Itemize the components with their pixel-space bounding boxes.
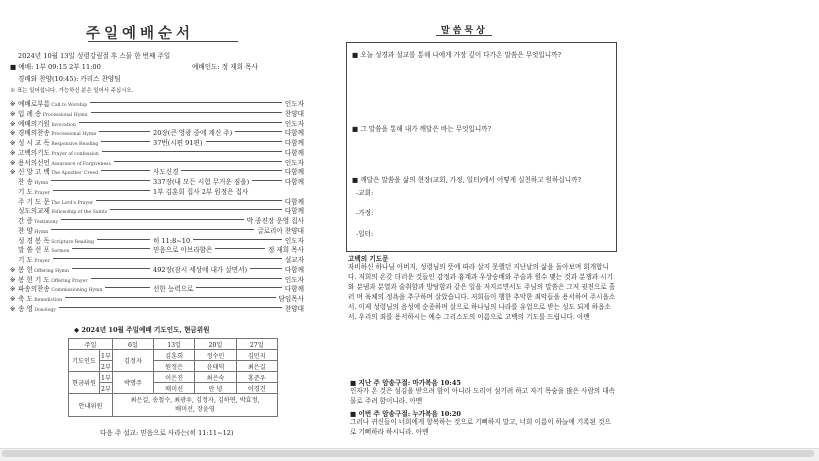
order-item-detail: 히 11:8~10 bbox=[153, 236, 191, 245]
order-item-detail: 선한 능력으로 bbox=[153, 285, 194, 294]
schedule-title: ◆ 2024년 10월 주일예배 기도인도, 현금위원 bbox=[74, 326, 210, 334]
order-item-leader: 다함께 bbox=[284, 168, 304, 177]
order-row bbox=[10, 147, 310, 156]
leader-line bbox=[235, 131, 282, 132]
table-cell: 1부 bbox=[100, 350, 113, 361]
question-3: ■ 깨달은 말씀을 삶의 현장(교회, 가정, 일터)에서 어떻게 실천하고 원하십니까? bbox=[352, 176, 582, 184]
order-row bbox=[10, 166, 310, 175]
order-item-english: Fellowship of the Saints bbox=[49, 210, 108, 216]
order-label bbox=[10, 293, 62, 303]
table-cell: 6일 bbox=[113, 339, 154, 350]
order-item-name: 봉 헌 bbox=[18, 265, 33, 274]
table-cell: 최은길 bbox=[236, 361, 277, 372]
order-item-name: 축 도 bbox=[18, 295, 33, 303]
order-row bbox=[10, 98, 310, 107]
order-item-leader: 정 재희 목사 bbox=[267, 246, 304, 255]
page-title: 주일예배순서 bbox=[86, 25, 195, 42]
standing-mark: ※ bbox=[10, 275, 16, 284]
order-item-leader: 박 종진장 운영 집사 bbox=[246, 217, 304, 225]
order-item-name: 기 도 bbox=[18, 256, 33, 264]
table-row bbox=[69, 339, 278, 350]
table-row bbox=[69, 350, 278, 361]
order-item-english: Offering Prayer bbox=[49, 278, 88, 284]
worship-order-page bbox=[0, 0, 312, 460]
order-row bbox=[10, 137, 310, 146]
standing-note: ※ 표는 일어섭니다. 가능하신 분은 일어서 주십시오. bbox=[10, 88, 134, 94]
leader-line bbox=[79, 122, 282, 123]
leader-line bbox=[51, 229, 254, 230]
table-cell: 정수민 bbox=[195, 350, 236, 361]
order-item-english: The Lord's Prayer bbox=[49, 200, 94, 206]
order-item-name: 찬 송 bbox=[18, 178, 33, 186]
order-label bbox=[10, 176, 48, 186]
leader-line bbox=[61, 219, 244, 220]
order-row bbox=[10, 215, 310, 224]
order-item-leader: 인도자 bbox=[284, 158, 304, 167]
standing-mark: ※ bbox=[10, 295, 16, 303]
leader-line bbox=[102, 151, 282, 152]
order-item-detail: 믿음으로 아브라함은 bbox=[153, 246, 213, 255]
order-row bbox=[10, 108, 310, 117]
order-item-name: 말 씀 선 포 bbox=[18, 246, 50, 255]
order-item-leader: 다함께 bbox=[284, 139, 304, 147]
order-item-name: 주 기 도 문 bbox=[18, 197, 50, 206]
order-item-english: Processional Hymn bbox=[41, 112, 88, 118]
title-underline bbox=[436, 35, 492, 36]
order-item-english: Prayer of confession bbox=[49, 151, 99, 157]
meditation-box bbox=[346, 42, 617, 252]
table-cell: 배미선 bbox=[153, 383, 194, 394]
order-row bbox=[10, 176, 310, 185]
order-item-name: 기 도 bbox=[18, 187, 33, 196]
leader-line bbox=[51, 180, 150, 181]
order-item-english: Sermon bbox=[49, 249, 70, 255]
order-row bbox=[10, 264, 310, 273]
order-item-english: Prayer bbox=[32, 190, 50, 196]
leader-line bbox=[90, 102, 282, 103]
leader-line bbox=[53, 258, 282, 259]
order-item-name: 신 앙 고 백 bbox=[18, 168, 50, 177]
standing-mark: ※ bbox=[10, 119, 16, 128]
order-item-leader: 다함께 bbox=[284, 207, 304, 216]
order-row bbox=[10, 118, 310, 127]
table-row bbox=[69, 372, 278, 383]
schedule-table bbox=[68, 338, 278, 417]
leader-line bbox=[72, 248, 150, 249]
table-cell: 최은길, 송철수, 최광우, 김정자, 김하연, 박효정, 배미선, 장윤영 bbox=[113, 394, 278, 417]
order-row bbox=[10, 235, 310, 244]
order-item-name: 입 례 송 bbox=[18, 109, 42, 118]
order-item-name: 간 증 bbox=[18, 217, 33, 225]
leader-line bbox=[181, 170, 281, 171]
order-item-detail: 사도신경 bbox=[153, 168, 179, 177]
order-item-leader: 다함께 bbox=[284, 148, 304, 157]
order-label bbox=[10, 235, 94, 245]
standing-mark: ※ bbox=[10, 158, 16, 167]
order-item-detail: 20장(큰 영광 중에 계신 주) bbox=[153, 129, 233, 138]
order-item-english: Hymn bbox=[32, 181, 49, 186]
table-cell: 윤태덕 bbox=[195, 361, 236, 372]
leader-line bbox=[206, 141, 282, 142]
leader-line bbox=[53, 190, 150, 191]
answer-church: -교회: bbox=[356, 189, 374, 197]
order-item-name: 고백의기도 bbox=[18, 148, 50, 157]
table-cell: 27일 bbox=[236, 339, 277, 350]
leader-line bbox=[101, 170, 150, 171]
order-row bbox=[10, 303, 310, 312]
order-item-english: Call to Worship bbox=[49, 103, 88, 108]
order-row bbox=[10, 283, 310, 292]
next-sermon: 다음 주 설교: 믿음으로 사라는(히 11:11~12) bbox=[100, 429, 234, 437]
order-label bbox=[10, 157, 111, 167]
last-week-verse-title: ■ 지난 주 암송구절: 마가복음 10:45 bbox=[350, 379, 461, 387]
order-label bbox=[10, 196, 93, 206]
order-item-leader: 찬양대 bbox=[284, 109, 304, 118]
order-label bbox=[10, 244, 69, 254]
table-cell: 안내위원 bbox=[69, 394, 113, 417]
order-item-leader: 인도자 bbox=[284, 236, 304, 245]
order-item-leader: 인도자 bbox=[284, 275, 304, 284]
order-item-leader: 찬양대 bbox=[284, 304, 304, 313]
standing-mark: ※ bbox=[10, 168, 16, 177]
leader-line bbox=[196, 287, 282, 288]
table-cell: 이은진 bbox=[153, 372, 194, 383]
table-cell: 2부 bbox=[100, 383, 113, 394]
leader-line bbox=[114, 161, 282, 162]
order-item-english: Responsive Reading bbox=[49, 142, 99, 147]
order-label bbox=[10, 186, 50, 196]
leader-line bbox=[97, 239, 150, 240]
table-cell: 현금위원 bbox=[69, 372, 100, 394]
order-row bbox=[10, 254, 310, 263]
order-item-leader: 인도자 bbox=[284, 119, 304, 128]
order-row bbox=[10, 196, 310, 205]
order-item-name: 용서의선언 bbox=[18, 158, 50, 167]
order-row bbox=[10, 157, 310, 166]
table-cell: 최은숙 bbox=[195, 372, 236, 383]
title-underline bbox=[88, 41, 238, 42]
table-cell: 박명주 bbox=[113, 372, 154, 394]
table-cell: 김민지 bbox=[236, 350, 277, 361]
order-item-detail: 37번(시편 91편) bbox=[153, 139, 203, 147]
order-item-english: Benediction bbox=[32, 298, 63, 303]
this-week-verse-title: ■ 이번 주 암송구절: 누가복음 10:20 bbox=[350, 410, 461, 418]
leader-line bbox=[91, 112, 282, 113]
order-label bbox=[10, 254, 50, 264]
leader-line bbox=[252, 180, 282, 181]
order-row bbox=[10, 186, 310, 195]
standing-mark: ※ bbox=[10, 129, 16, 138]
date-line: 2024년 10월 13일 성령강림절 후 스물 한 번째 주일 bbox=[18, 52, 171, 60]
worship-leader: 예배인도: 정 재희 목사 bbox=[192, 63, 258, 71]
order-label bbox=[10, 283, 102, 293]
order-item-leader: 다함께 bbox=[284, 265, 304, 274]
order-item-name: 봉 헌 기 도 bbox=[18, 275, 50, 284]
order-item-name: 성 경 봉 독 bbox=[18, 236, 50, 245]
order-item-english: Prayer bbox=[32, 259, 50, 264]
order-label bbox=[10, 108, 88, 118]
order-label bbox=[10, 166, 98, 176]
table-cell: 기도인도 bbox=[69, 350, 100, 372]
order-item-name: 성도의교제 bbox=[18, 207, 50, 216]
order-item-leader: 글로리아 찬양대 bbox=[257, 226, 304, 235]
order-item-english: Doxology bbox=[32, 307, 56, 313]
order-item-name: 예배로부름 bbox=[18, 100, 50, 108]
table-row bbox=[69, 361, 278, 372]
standing-mark: ※ bbox=[10, 148, 16, 157]
standing-mark: ※ bbox=[10, 265, 16, 274]
leader-line bbox=[99, 131, 150, 132]
order-item-english: Scripture Reading bbox=[49, 239, 94, 245]
order-item-name: 예배의기원 bbox=[18, 119, 50, 128]
table-cell: 김훈희 bbox=[153, 350, 194, 361]
table-row bbox=[69, 394, 278, 417]
order-item-name: 성 시 교 독 bbox=[18, 139, 50, 147]
order-item-english: Hymn bbox=[32, 229, 49, 235]
order-label bbox=[10, 118, 76, 128]
table-cell: 주일 bbox=[69, 339, 113, 350]
worship-times: ■ 예배: 1부 09:15 2부 11:00 bbox=[10, 63, 101, 71]
order-item-english: The Apostles' Creed bbox=[49, 171, 99, 177]
answer-work: -일터: bbox=[356, 230, 374, 238]
order-label bbox=[10, 215, 58, 225]
order-row bbox=[10, 244, 310, 253]
table-cell: 김정자 bbox=[113, 350, 154, 372]
order-label bbox=[10, 264, 69, 274]
praise-line: 경배와 찬양(10:45): 카리스 찬양팀 bbox=[18, 75, 121, 83]
order-label bbox=[10, 127, 96, 137]
order-row bbox=[10, 293, 310, 302]
leader-line bbox=[96, 200, 282, 201]
answer-home: -가정: bbox=[356, 209, 374, 217]
order-item-detail: 1부 김훈희 집사 2부 원정은 집사 bbox=[153, 187, 249, 196]
order-item-leader: 다함께 bbox=[284, 178, 304, 186]
leader-line bbox=[215, 248, 265, 249]
order-item-english: Processional Hymn bbox=[49, 132, 97, 138]
question-2: ■ 그 말씀을 통해 내가 깨달은 바는 무엇입니까? bbox=[352, 125, 492, 133]
standing-mark: ※ bbox=[10, 285, 16, 294]
order-label bbox=[10, 137, 98, 147]
leader-line bbox=[59, 307, 282, 308]
confession-title: 고백의 기도문 bbox=[348, 255, 389, 263]
order-item-english: Offering Hymn bbox=[32, 268, 69, 274]
table-cell: 홍준우 bbox=[236, 372, 277, 383]
order-item-detail: 337장(내 모든 시험 무거운 짐을) bbox=[153, 178, 250, 186]
order-item-leader: 다함께 bbox=[284, 129, 304, 138]
order-row bbox=[10, 205, 310, 214]
order-label bbox=[10, 147, 99, 157]
table-cell: 원정은 bbox=[153, 361, 194, 372]
leader-line bbox=[91, 278, 282, 279]
table-row bbox=[69, 383, 278, 394]
order-item-leader: 담임목사 bbox=[278, 295, 304, 303]
order-item-leader: 다함께 bbox=[284, 197, 304, 206]
scrollbar-thumb[interactable] bbox=[2, 450, 814, 457]
order-item-english: Assurance of Forgiveness bbox=[49, 161, 111, 167]
order-item-name: 경배의찬송 bbox=[18, 129, 50, 138]
standing-mark: ※ bbox=[10, 139, 16, 147]
table-cell: 1부 bbox=[100, 372, 113, 383]
leader-line bbox=[193, 239, 282, 240]
meditation-page bbox=[338, 0, 819, 460]
this-week-verse: 그러나 귀신들이 너희에게 항복하는 것으로 기뻐하지 말고, 너희 이름이 하늘에 기록된 것으로 기뻐하라 하시니라. 아멘 bbox=[350, 418, 611, 436]
standing-mark: ※ bbox=[10, 100, 16, 108]
leader-line bbox=[105, 287, 150, 288]
last-week-verse: 인자가 온 것은 섬김을 받으려 함이 아니라 도리어 섬기려 하고 자기 목숨을 많은 사람의 대속물로 주려 함이니라. 아멘 bbox=[350, 387, 616, 405]
leader-line bbox=[101, 141, 150, 142]
order-item-leader: 인도자 bbox=[284, 100, 304, 108]
table-cell: 안 녕 bbox=[195, 383, 236, 394]
order-item-detail: 492장(잠시 세상에 내가 살면서) bbox=[153, 265, 248, 274]
leader-line bbox=[250, 268, 282, 269]
order-label bbox=[10, 225, 48, 235]
order-item-name: 송 영 bbox=[18, 304, 33, 313]
order-label bbox=[10, 303, 56, 313]
standing-mark: ※ bbox=[10, 109, 16, 118]
order-row bbox=[10, 127, 310, 136]
order-label bbox=[10, 98, 87, 108]
standing-mark: ※ bbox=[10, 304, 16, 313]
table-cell: 20일 bbox=[195, 339, 236, 350]
page-title: 말씀묵상 bbox=[441, 26, 488, 36]
order-item-english: Invocation bbox=[49, 122, 76, 128]
order-row bbox=[10, 274, 310, 283]
order-row bbox=[10, 225, 310, 234]
order-item-english: Testimony bbox=[32, 220, 59, 225]
table-cell: 이경건 bbox=[236, 383, 277, 394]
order-item-english: Commissioning Hymn bbox=[49, 288, 103, 294]
question-1: ■ 오늘 성경과 설교를 통해 나에게 가장 깊이 다가온 말씀은 무엇입니까? bbox=[352, 51, 562, 59]
leader-line bbox=[65, 297, 275, 298]
table-cell: 13일 bbox=[153, 339, 194, 350]
order-item-leader: 설교자 bbox=[284, 256, 304, 264]
order-label bbox=[10, 274, 88, 284]
order-item-name: 찬 양 bbox=[18, 226, 33, 235]
leader-line bbox=[110, 209, 282, 210]
order-item-leader: 다함께 bbox=[284, 285, 304, 294]
order-label bbox=[10, 205, 107, 215]
table-cell: 2부 bbox=[100, 361, 113, 372]
leader-line bbox=[72, 268, 150, 269]
confession-text: 자비하신 하나님 아버지, 성령님의 뜻에 따라 살지 못했던 지난날의 삶을 돌아보며 회개합니다. 저희의 온갖 더러운 것들인 감정과 흉계과 우상숭배와 주술과 원수 맺는 것과 분쟁과 시기와 분냄과 분열과 술취함과 방탕함과 같은 일을 저지르면서도 주님의 말씀은 그저 귓전으로 흘러 며 육체의 정욕을 추구하며 살았습니다. 저희들이 행한 추악한 죄악들을 용서하여 주시옵소서. 이제 성령님의 음성에 순종하며 살으로 하나님의 나라를 유업으로 받는 성도 되게 하옵소서. 우리의 죄를 용서하시는 예수 그리스도의 이름으로 고백의 기도를 드립니다. 아멘 bbox=[348, 263, 616, 321]
order-item-name: 파송의찬송 bbox=[18, 285, 50, 294]
